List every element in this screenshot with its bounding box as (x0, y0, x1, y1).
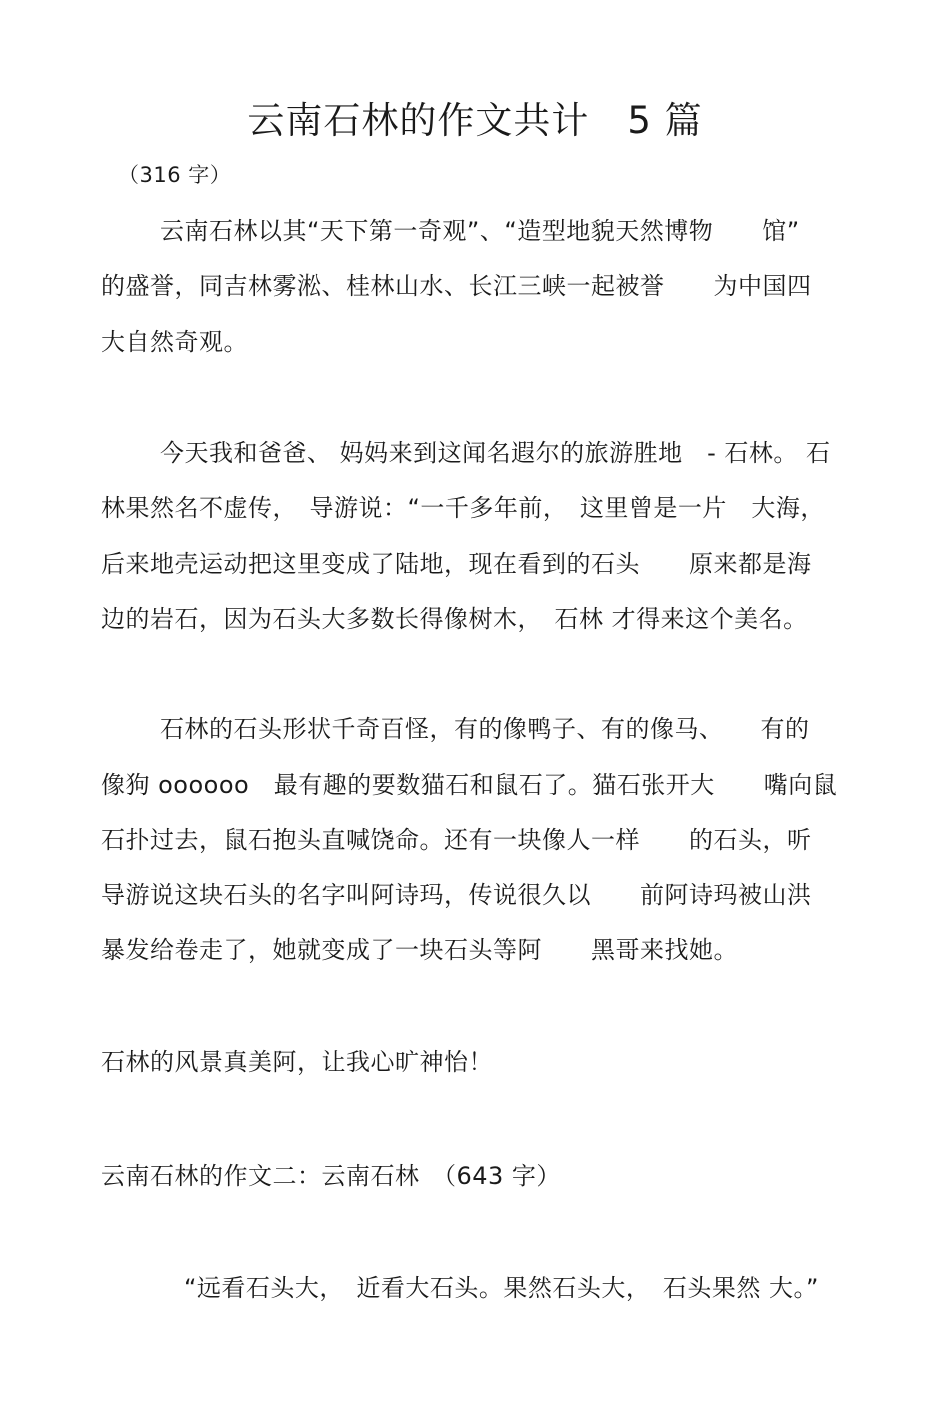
paragraph-2-line-2: 林果然名不虚传， 导游说：“一千多年前， 这里曾是一片 大海， (101, 494, 825, 522)
paragraph-3-line-4: 导游说这块石头的名字叫阿诗玛，传说很久以 前阿诗玛被山洪 (101, 881, 812, 909)
paragraph-3-line-5: 暴发给卷走了，她就变成了一块石头等阿 黑哥来找她。 (101, 936, 738, 964)
paragraph-1-line-3: 大自然奇观。 (101, 328, 248, 356)
paragraph-2-line-4: 边的岩石，因为石头大多数长得像树木， 石林 才得来这个美名。 (101, 605, 808, 633)
word-count-note: （316 字） (118, 163, 232, 187)
paragraph-2-line-3: 后来地壳运动把这里变成了陆地，现在看到的石头 原来都是海 (101, 550, 812, 578)
section-2-first-line: “远看石头大， 近看大石头。果然石头大， 石头果然 大。” (184, 1274, 819, 1302)
document-title: 云南石林的作文共计 5 篇 (247, 99, 703, 142)
paragraph-2-line-1: 今天我和爸爸、 妈妈来到这闻名遐尔的旅游胜地 - 石林。 石 (160, 439, 831, 467)
closing-line: 石林的风景真美阿，让我心旷神怡！ (101, 1048, 493, 1076)
paragraph-1-line-2: 的盛誉，同吉林雾淞、桂林山水、长江三峡一起被誉 为中国四 (101, 272, 812, 300)
paragraph-3-line-1: 石林的石头形状千奇百怪，有的像鸭子、有的像马、 有的 (160, 715, 810, 743)
paragraph-1-line-1: 云南石林以其“天下第一奇观”、“造型地貌天然博物 馆” (160, 217, 800, 245)
section-2-heading: 云南石林的作文二：云南石林 （643 字） (101, 1162, 561, 1190)
paragraph-3-line-3: 石扑过去，鼠石抱头直喊饶命。还有一块像人一样 的石头，听 (101, 826, 812, 854)
paragraph-3-line-2: 像狗 oooooo 最有趣的要数猫石和鼠石了。猫石张开大 嘴向鼠 (101, 771, 838, 799)
